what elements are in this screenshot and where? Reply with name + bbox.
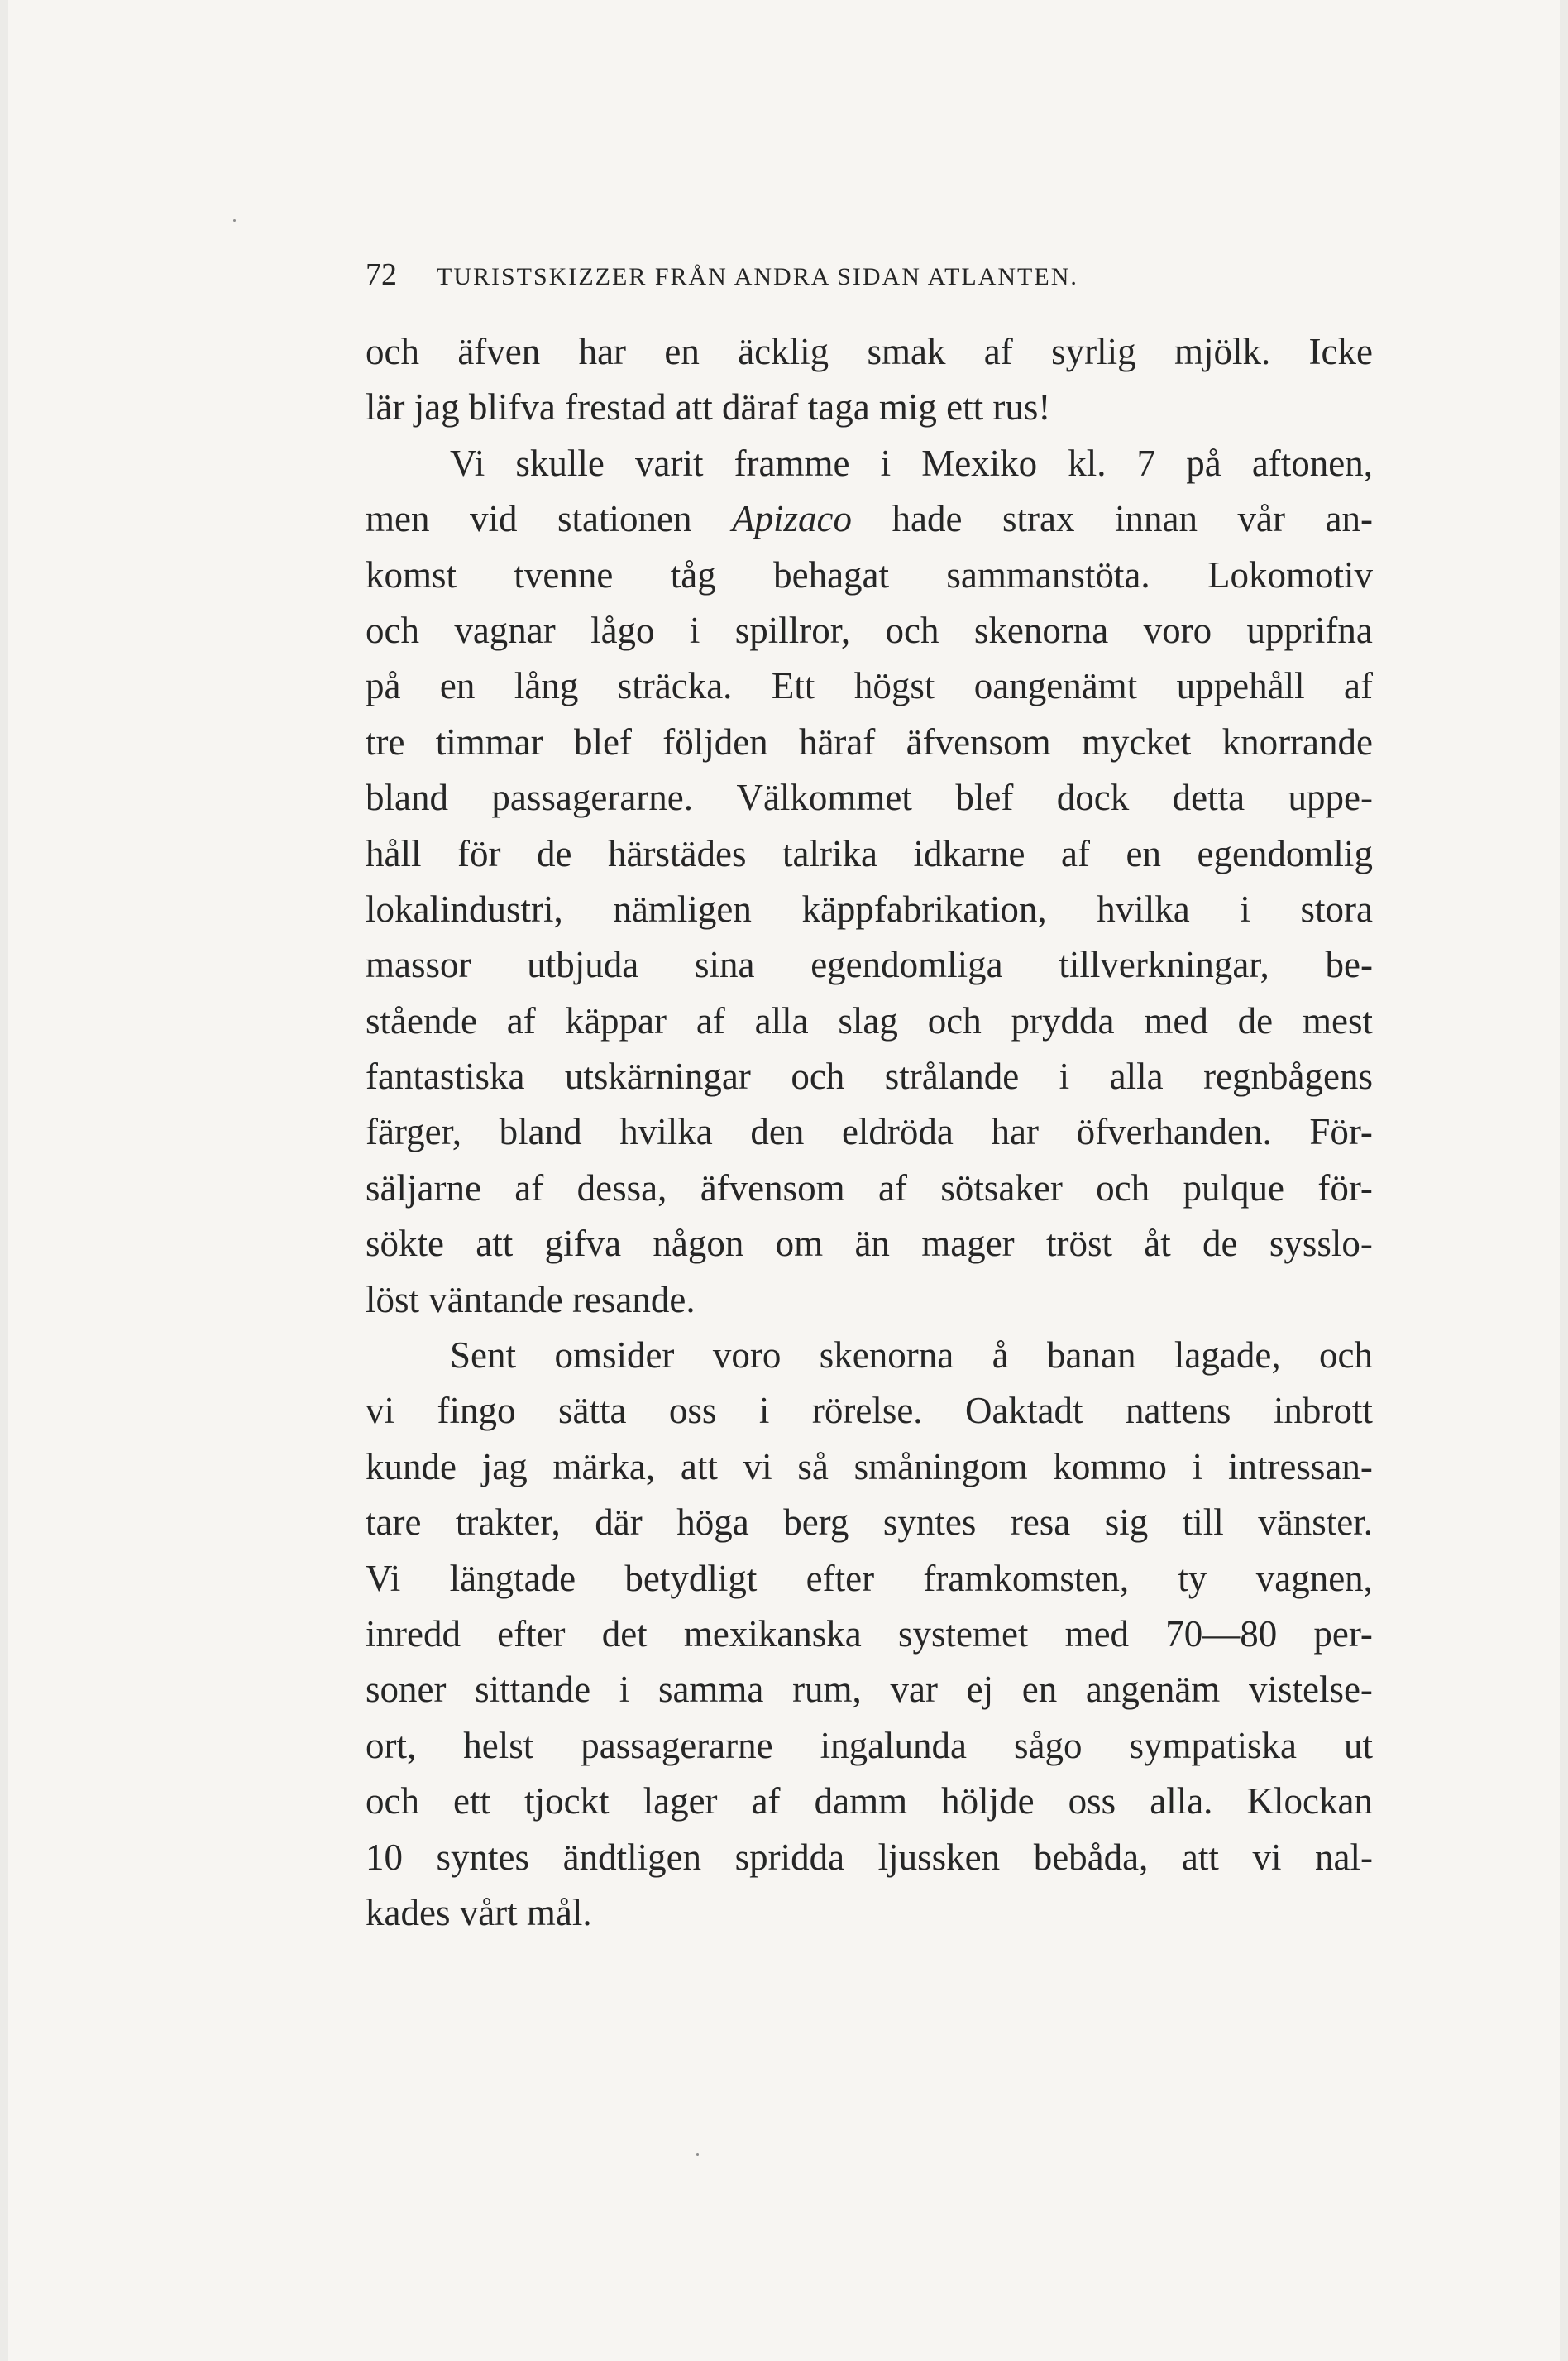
text-word: passagerarne. (491, 777, 694, 819)
text-word: nal- (1315, 1836, 1373, 1878)
text-word: högst (853, 665, 935, 707)
text-word: på (366, 665, 401, 707)
text-word: vagnen, (1255, 1557, 1373, 1599)
text-word: Vi (366, 1557, 401, 1599)
text-word: säljarne (366, 1166, 481, 1209)
text-word: Sent (450, 1334, 517, 1377)
text-word: behagat (773, 553, 890, 596)
text-word: har (991, 1111, 1039, 1153)
text-word: sittande (475, 1669, 591, 1711)
text-word: ty (1178, 1557, 1207, 1599)
text-word: i (758, 1390, 770, 1432)
text-word: längtade (449, 1557, 576, 1599)
text-word: för- (1317, 1166, 1373, 1209)
text-word: Lokomotiv (1207, 553, 1373, 596)
text-word: alla (1109, 1056, 1164, 1098)
text-word: mest (1302, 999, 1373, 1042)
text-word: eldröda (841, 1111, 954, 1153)
text-line (366, 1439, 1373, 1495)
left-page-edge (0, 0, 8, 2361)
text-word: äfvensom (906, 721, 1051, 763)
text-word: i (1192, 1445, 1203, 1487)
running-title: TURISTSKIZZER FRÅN ANDRA SIDAN ATLANTEN. (437, 263, 1078, 290)
text-line (366, 1662, 1373, 1717)
text-word: och (927, 999, 982, 1042)
text-word: uppe- (1288, 777, 1373, 819)
text-word: stående (366, 999, 477, 1042)
text-word: utbjuda (527, 944, 639, 986)
text-word: vi (366, 1390, 395, 1432)
text-word: af (751, 1780, 781, 1822)
page-number: 72 (366, 257, 397, 292)
text-word: af (696, 999, 725, 1042)
text-word: de (1202, 1223, 1238, 1265)
text-word: hvilka (1097, 888, 1190, 930)
text-line (366, 937, 1373, 993)
text-word: och (366, 331, 419, 372)
text-word: tare (366, 1501, 422, 1544)
text-line (366, 715, 1373, 770)
text-word: tre (366, 721, 405, 763)
text-word: strax (1002, 498, 1075, 540)
text-word: komst (366, 553, 457, 596)
text-word: och (366, 609, 419, 651)
text-word: lokalindustri, (366, 888, 563, 930)
text-word: hade (892, 498, 963, 540)
text-word: mager (921, 1223, 1015, 1265)
text-word: Ett (771, 665, 815, 707)
text-line (366, 603, 1373, 658)
text-word: i (619, 1669, 630, 1711)
text-word: ut (1343, 1724, 1373, 1766)
text-word: sympatiska (1129, 1724, 1297, 1766)
text-word: Mexiko (921, 442, 1038, 484)
text-word: af (514, 1166, 544, 1209)
text-word: Apizaco (732, 498, 852, 540)
text-word: tvenne (514, 553, 614, 596)
text-word: och (366, 1780, 419, 1822)
text-word: intressan- (1227, 1445, 1373, 1487)
text-word: märka, (552, 1445, 656, 1487)
text-word: äfven (457, 331, 541, 372)
text-word: någon (653, 1223, 744, 1265)
text-word: massor (366, 944, 471, 986)
text-word: sötsaker (940, 1166, 1063, 1209)
text-word: banan (1047, 1334, 1136, 1377)
text-word: inbrott (1273, 1390, 1373, 1432)
text-word: damm (814, 1780, 908, 1822)
text-word: strålande (884, 1056, 1020, 1098)
text-word: nämligen (613, 888, 752, 930)
text-word: detta (1172, 777, 1245, 819)
text-word: att (1181, 1836, 1219, 1878)
text-word: helst (463, 1724, 534, 1766)
text-line (366, 826, 1373, 882)
text-word: egendomlig (1197, 832, 1373, 874)
text-word: varit (635, 442, 704, 484)
text-word: i (1240, 888, 1250, 930)
text-word: tjockt (524, 1780, 610, 1822)
text-word: resa (1010, 1501, 1071, 1544)
text-word: den (750, 1111, 805, 1153)
text-word: inredd (366, 1612, 461, 1655)
text-word: egendomliga (810, 944, 1003, 986)
text-word: att (476, 1223, 514, 1265)
text-word: Vi (450, 442, 485, 484)
text-word: om (775, 1223, 824, 1265)
text-word: timmar (435, 721, 543, 763)
text-word: sätta (557, 1390, 627, 1432)
text-line (366, 436, 1373, 491)
text-word: å (992, 1334, 1009, 1377)
text-word: af (1344, 665, 1373, 707)
text-word: höljde (941, 1780, 1035, 1822)
text-word: spridda (734, 1836, 845, 1878)
text-line (366, 770, 1373, 826)
text-word: utskärningar (564, 1056, 751, 1098)
text-word: lagade, (1174, 1334, 1281, 1377)
text-word: Icke (1308, 331, 1373, 372)
text-word: oss (668, 1390, 717, 1432)
text-word: än (854, 1223, 890, 1265)
text-word: i (880, 442, 892, 484)
text-word: och (1319, 1334, 1373, 1377)
text-word: i (689, 609, 700, 651)
text-word: uppehåll (1176, 665, 1305, 707)
text-word: 10 (366, 1836, 403, 1878)
text-word: soner (366, 1669, 447, 1711)
text-word: följden (662, 721, 768, 763)
right-page-edge (1560, 0, 1568, 2361)
text-word: var (890, 1669, 938, 1711)
text-line (366, 1383, 1373, 1439)
text-word: framkomsten, (923, 1557, 1130, 1599)
text-word: ort, (366, 1724, 417, 1766)
text-line (366, 1718, 1373, 1774)
text-word: af (878, 1166, 907, 1209)
text-word: häraf (798, 721, 876, 763)
text-word: fingo (437, 1390, 516, 1432)
text-word: så (797, 1445, 829, 1487)
text-word: systemet (897, 1612, 1029, 1655)
text-word: dock (1056, 777, 1130, 819)
text-line (366, 1495, 1373, 1550)
text-word: pulque (1183, 1166, 1284, 1209)
text-word: talrika (782, 832, 877, 874)
text-word: oss (1068, 1780, 1116, 1822)
text-word: med (1064, 1612, 1130, 1655)
text-word: rum, (792, 1669, 862, 1711)
text-word: trakter, (455, 1501, 561, 1544)
text-word: rörelse. (811, 1390, 923, 1432)
text-line: löst väntande resande. (366, 1278, 696, 1320)
text-line (366, 548, 1373, 603)
text-word: ett (453, 1780, 491, 1822)
text-word: regnbågens (1203, 1056, 1373, 1098)
text-word: skenorna (819, 1334, 954, 1377)
text-word: sökte (366, 1223, 444, 1265)
text-word: syrlig (1051, 331, 1136, 372)
text-word: vid (470, 498, 518, 540)
text-word: innan (1114, 498, 1198, 540)
text-word: samma (657, 1669, 764, 1711)
text-word: syntes (882, 1501, 977, 1544)
text-word: skulle (515, 442, 605, 484)
text-line: lär jag blifva frestad att däraf taga mig ett rus! (366, 386, 1051, 429)
text-word: ej (966, 1669, 994, 1711)
text-word: vistelse- (1248, 1669, 1373, 1711)
text-word: syntes (436, 1836, 530, 1878)
text-word: knorrande (1221, 721, 1373, 763)
text-word: passagerarne (581, 1724, 773, 1766)
text-line (366, 1830, 1373, 1885)
text-word: bland (366, 777, 448, 819)
text-word: i (1059, 1056, 1070, 1098)
text-word: ljussken (877, 1836, 1001, 1878)
text-line (366, 1328, 1373, 1383)
text-word: omsider (554, 1334, 675, 1377)
text-word: nattens (1125, 1390, 1231, 1432)
text-word: tillverkningar, (1059, 944, 1269, 986)
text-word: käppfabrikation, (801, 888, 1047, 930)
text-word: har (578, 331, 627, 372)
text-word: smak (867, 331, 946, 372)
text-word: en (1126, 832, 1161, 874)
text-word: öfverhanden. (1076, 1111, 1272, 1153)
text-word: sammanstöta. (946, 553, 1150, 596)
text-word: slag (838, 999, 898, 1042)
text-word: härstädes (608, 832, 747, 874)
text-word: 7 (1136, 442, 1156, 484)
text-word: Klockan (1246, 1780, 1373, 1822)
text-word: och (885, 609, 939, 651)
text-word: spillror, (734, 609, 851, 651)
text-word: voro (1143, 609, 1212, 651)
text-line (366, 324, 1373, 380)
text-word: be- (1325, 944, 1373, 986)
text-word: angenäm (1085, 1669, 1221, 1711)
text-word: gifva (544, 1223, 622, 1265)
text-block (366, 256, 1373, 1941)
text-word: sågo (1014, 1724, 1083, 1766)
text-word: stationen (557, 498, 692, 540)
text-word: hvilka (619, 1111, 713, 1153)
text-line (366, 1551, 1373, 1607)
text-line (366, 1104, 1373, 1160)
text-word: för (457, 832, 501, 874)
text-word: skenorna (973, 609, 1109, 651)
text-word: sysslo- (1269, 1223, 1373, 1265)
running-head (366, 256, 1373, 309)
text-word: upprifna (1246, 609, 1373, 651)
text-word: det (601, 1612, 648, 1655)
text-word: småningom (853, 1445, 1028, 1487)
text-line (366, 1049, 1373, 1104)
text-word: af (1060, 832, 1090, 874)
text-word: alla. (1150, 1780, 1213, 1822)
text-word: äcklig (738, 331, 829, 372)
text-word: lågo (590, 609, 655, 651)
text-word: äfvensom (700, 1166, 845, 1209)
text-word: käppar (565, 999, 667, 1042)
text-word: vi (1252, 1836, 1282, 1878)
text-word: efter (497, 1612, 566, 1655)
text-word: där (595, 1501, 643, 1544)
text-line (366, 491, 1373, 547)
text-word: blef (573, 721, 632, 763)
text-word: en (439, 665, 476, 707)
text-word: per- (1313, 1612, 1373, 1655)
text-word: de (1237, 999, 1274, 1042)
text-word: fantastiska (366, 1056, 525, 1098)
text-word: prydda (1011, 999, 1115, 1042)
text-word: med (1144, 999, 1208, 1042)
text-line (366, 658, 1373, 714)
text-word: bland (499, 1111, 582, 1153)
text-word: sträcka. (617, 665, 733, 707)
text-word: voro (712, 1334, 782, 1377)
paper-speck (696, 2153, 699, 2156)
text-word: alla (754, 999, 809, 1042)
text-word: vår (1237, 498, 1285, 540)
text-word: kl. (1068, 442, 1107, 484)
text-word: framme (734, 442, 850, 484)
text-word: lager (643, 1780, 718, 1822)
text-word: tåg (670, 553, 716, 596)
text-word: Oaktadt (965, 1390, 1083, 1432)
text-word: och (1096, 1166, 1150, 1209)
text-word: de (537, 832, 572, 874)
text-line (366, 994, 1373, 1049)
text-word: jag (481, 1445, 528, 1487)
text-word: till (1182, 1501, 1224, 1544)
text-word: dessa, (576, 1166, 667, 1209)
text-word: stora (1300, 888, 1373, 930)
text-word: För- (1309, 1111, 1373, 1153)
text-word: sig (1104, 1501, 1149, 1544)
text-word: lång (514, 665, 579, 707)
text-word: på (1186, 442, 1221, 484)
text-line: kades vårt mål. (366, 1891, 592, 1933)
text-word: af (983, 331, 1013, 372)
text-word: sina (694, 944, 755, 986)
text-word: mjölk. (1174, 331, 1271, 372)
body-text (366, 324, 1373, 1941)
text-word: 70—80 (1165, 1612, 1278, 1655)
text-word: höga (676, 1501, 749, 1544)
text-line (366, 1161, 1373, 1216)
text-word: efter (806, 1557, 875, 1599)
text-line (366, 1774, 1373, 1829)
text-word: vi (743, 1445, 772, 1487)
text-line (366, 882, 1373, 937)
text-word: aftonen, (1251, 442, 1373, 484)
text-word: men (366, 498, 430, 540)
text-word: blef (955, 777, 1014, 819)
text-word: Välkommet (736, 777, 912, 819)
text-word: färger, (366, 1111, 462, 1153)
text-word: mycket (1081, 721, 1192, 763)
text-word: vagnar (454, 609, 556, 651)
text-word: en (664, 331, 700, 372)
text-word: idkarne (913, 832, 1025, 874)
text-word: an- (1325, 498, 1373, 540)
text-word: ändtligen (562, 1836, 702, 1878)
text-line (366, 1607, 1373, 1662)
text-word: tröst (1045, 1223, 1112, 1265)
paper-speck (233, 219, 236, 222)
text-word: betydligt (624, 1557, 758, 1599)
text-word: berg (783, 1501, 849, 1544)
text-line (366, 1216, 1373, 1271)
text-word: och (791, 1056, 845, 1098)
text-word: håll (366, 832, 422, 874)
text-word: en (1021, 1669, 1058, 1711)
text-word: vänster. (1258, 1501, 1373, 1544)
text-word: af (506, 999, 536, 1042)
text-word: kommo (1053, 1445, 1167, 1487)
text-word: oangenämt (973, 665, 1138, 707)
text-word: kunde (366, 1445, 457, 1487)
text-word: åt (1144, 1223, 1171, 1265)
text-word: mexikanska (683, 1612, 862, 1655)
text-word: ingalunda (820, 1724, 968, 1766)
text-word: att (680, 1445, 718, 1487)
text-word: bebåda, (1033, 1836, 1149, 1878)
